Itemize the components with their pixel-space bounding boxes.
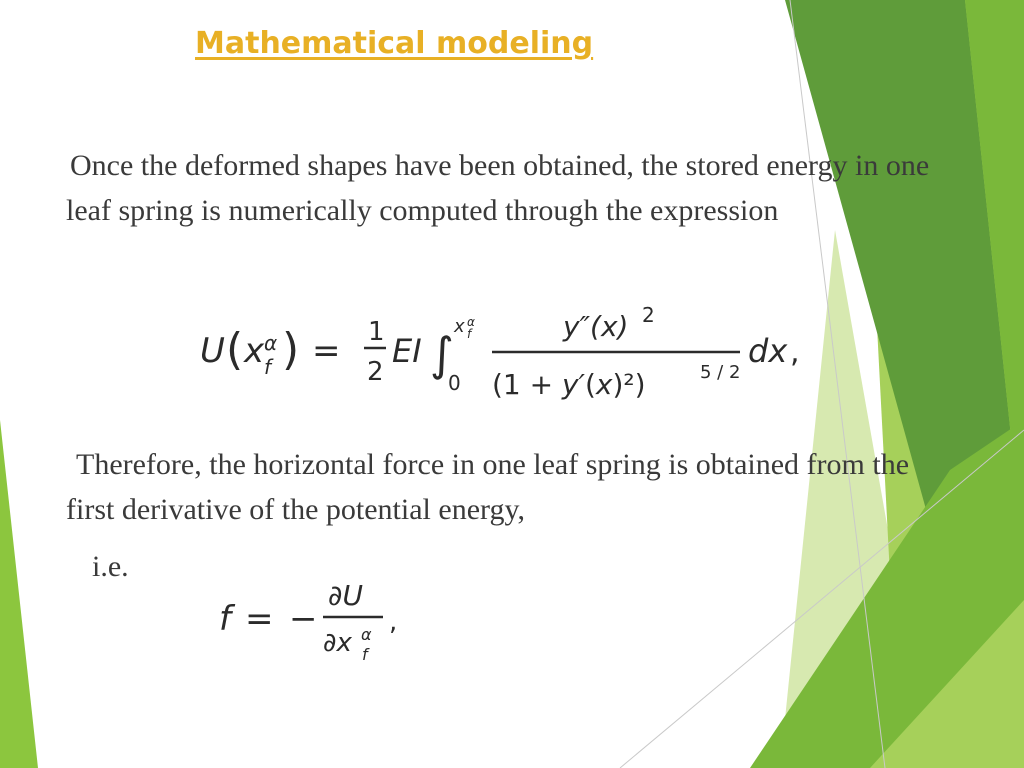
svg-text:x: x — [244, 331, 265, 371]
svg-text:2: 2 — [642, 303, 655, 327]
svg-text:−: − — [289, 599, 318, 639]
svg-text:α: α — [467, 315, 475, 329]
svg-text:∂U: ∂U — [328, 579, 363, 612]
svg-text:,: , — [389, 607, 398, 637]
svg-text:f: f — [362, 645, 368, 664]
energy-equation-graphic — [200, 298, 810, 413]
slide-title: Mathematical modeling — [195, 26, 594, 61]
svg-text:α: α — [264, 331, 278, 355]
energy-equation — [200, 298, 810, 413]
svg-text:∂x: ∂x — [323, 628, 352, 658]
svg-text:dx: dx — [748, 332, 788, 370]
svg-text:=: = — [312, 331, 341, 371]
svg-text:∫: ∫ — [430, 327, 454, 381]
svg-text:f: f — [467, 327, 472, 341]
svg-text:5 / 2: 5 / 2 — [700, 362, 741, 383]
svg-text:,: , — [790, 335, 800, 370]
svg-text:1: 1 — [368, 317, 385, 347]
paragraph-intro-text: Once the deformed shapes have been obtained, the stored energy in one leaf spring is numerically computed through the expression — [66, 149, 930, 227]
paragraph-intro — [66, 143, 946, 233]
svg-text:f: f — [264, 355, 272, 379]
svg-text:(: ( — [226, 324, 244, 375]
svg-text:): ) — [282, 324, 300, 375]
force-equation — [215, 572, 415, 672]
svg-text:f: f — [219, 599, 231, 639]
svg-text:x: x — [454, 316, 465, 337]
left-green-bar — [0, 420, 38, 768]
svg-text:0: 0 — [448, 371, 461, 395]
paragraph-ie: i.e. — [92, 550, 129, 583]
svg-text:y″(x): y″(x) — [563, 310, 629, 343]
svg-text:α: α — [361, 625, 372, 644]
paragraph-force-text: Therefore, the horizontal force in one leaf spring is obtained from the first derivative of the potential energy, — [66, 448, 910, 526]
svg-text:=: = — [245, 599, 274, 639]
svg-text:U: U — [200, 331, 225, 371]
svg-text:2: 2 — [367, 357, 384, 387]
paragraph-force — [66, 442, 946, 532]
svg-text:(1 + y′(x)²): (1 + y′(x)²) — [492, 368, 646, 401]
svg-text:EI: EI — [392, 332, 422, 370]
force-equation-graphic — [215, 572, 415, 672]
